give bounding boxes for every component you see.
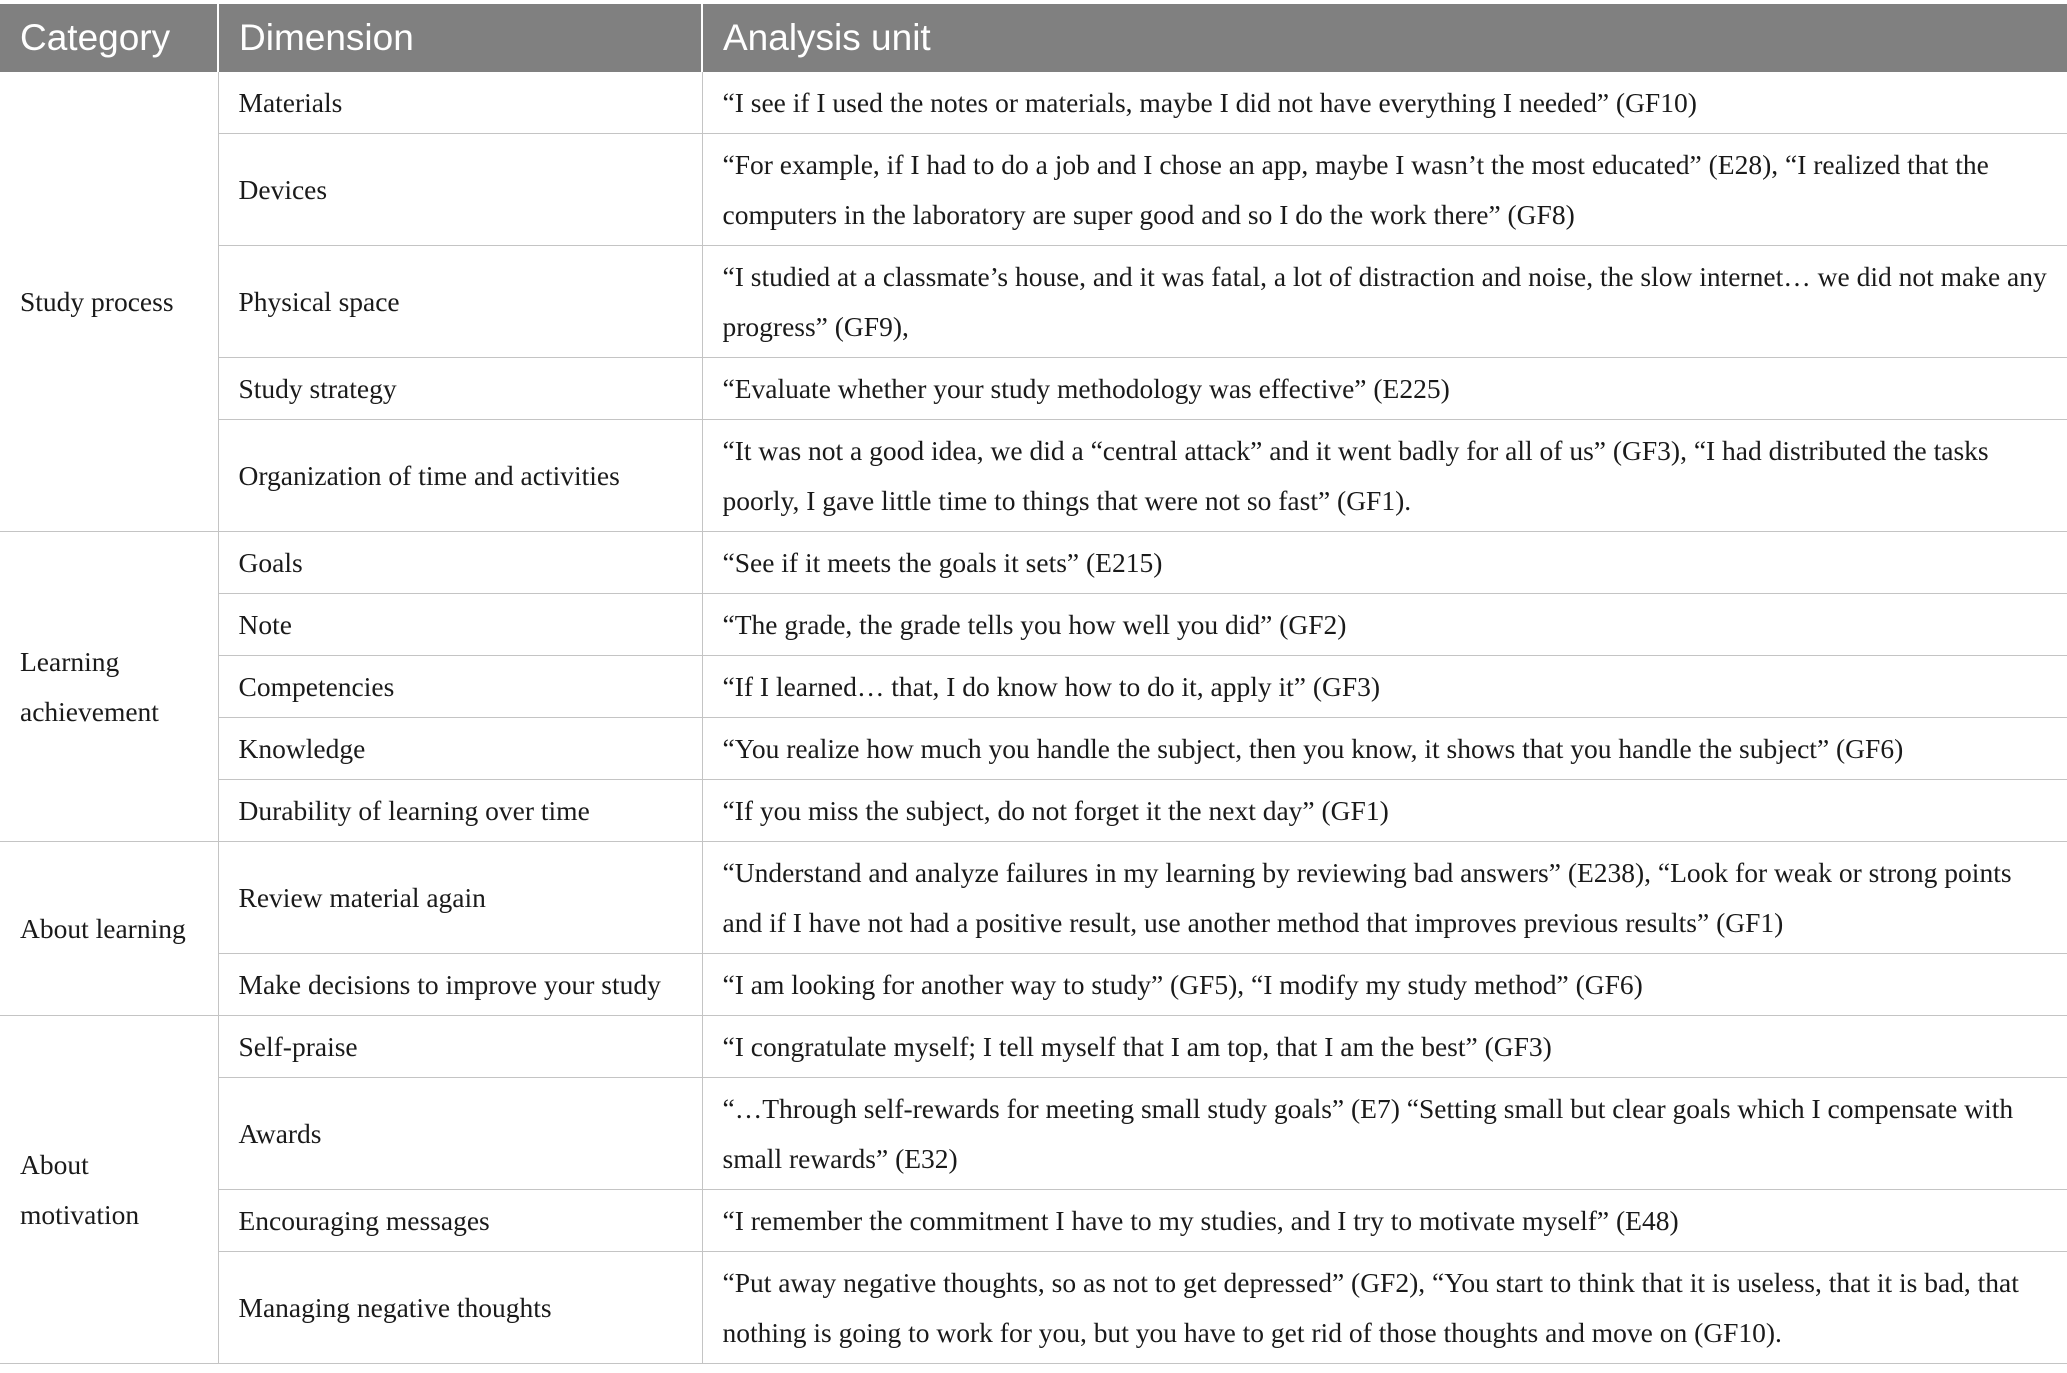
dimension-cell: Note [218, 594, 702, 656]
table-row [0, 246, 2067, 358]
header-analysis-unit: Analysis unit [702, 4, 2067, 72]
table-row [0, 1078, 2067, 1190]
header-dimension: Dimension [218, 4, 702, 72]
analysis-unit-cell: “I am looking for another way to study” (GF5), “I modify my study method” (GF6) [702, 954, 2067, 1016]
table-row [0, 842, 2067, 954]
dimension-cell: Durability of learning over time [218, 780, 702, 842]
analysis-unit-cell: “For example, if I had to do a job and I chose an app, maybe I wasn’t the most educated” (E28), “I realized that the computers in the laboratory are super good and so I do the work there” (GF8) [702, 134, 2067, 246]
dimension-cell: Physical space [218, 246, 702, 358]
table-row [0, 1252, 2067, 1364]
analysis-unit-cell: “Put away negative thoughts, so as not to get depressed” (GF2), “You start to think that it is useless, that it is bad, that nothing is going to work for you, but you have to get rid of those thoughts and move on (GF10). [702, 1252, 2067, 1364]
table-row [0, 656, 2067, 718]
table-row [0, 954, 2067, 1016]
table-row [0, 134, 2067, 246]
dimension-cell: Knowledge [218, 718, 702, 780]
table-header [0, 4, 2067, 72]
category-cell: About motivation [0, 1016, 218, 1364]
analysis-unit-cell: “The grade, the grade tells you how well you did” (GF2) [702, 594, 2067, 656]
dimension-cell: Make decisions to improve your study [218, 954, 702, 1016]
dimension-cell: Review material again [218, 842, 702, 954]
table-row [0, 594, 2067, 656]
table-row [0, 718, 2067, 780]
dimension-cell: Organization of time and activities [218, 420, 702, 532]
analysis-table [0, 4, 2067, 1364]
dimension-cell: Goals [218, 532, 702, 594]
table-row [0, 1016, 2067, 1078]
table-row [0, 358, 2067, 420]
category-cell: About learning [0, 842, 218, 1016]
analysis-unit-cell: “If I learned… that, I do know how to do it, apply it” (GF3) [702, 656, 2067, 718]
analysis-unit-cell: “If you miss the subject, do not forget it the next day” (GF1) [702, 780, 2067, 842]
dimension-cell: Competencies [218, 656, 702, 718]
dimension-cell: Self-praise [218, 1016, 702, 1078]
analysis-unit-cell: “I remember the commitment I have to my studies, and I try to motivate myself” (E48) [702, 1190, 2067, 1252]
analysis-unit-cell: “I see if I used the notes or materials, maybe I did not have everything I needed” (GF10) [702, 72, 2067, 134]
category-cell: Learning achievement [0, 532, 218, 842]
analysis-unit-cell: “I congratulate myself; I tell myself that I am top, that I am the best” (GF3) [702, 1016, 2067, 1078]
header-row [0, 4, 2067, 72]
table-row [0, 1190, 2067, 1252]
table-row [0, 420, 2067, 532]
dimension-cell: Encouraging messages [218, 1190, 702, 1252]
dimension-cell: Managing negative thoughts [218, 1252, 702, 1364]
dimension-cell: Devices [218, 134, 702, 246]
table-row [0, 780, 2067, 842]
header-category: Category [0, 4, 218, 72]
analysis-unit-cell: “I studied at a classmate’s house, and it was fatal, a lot of distraction and noise, the slow internet… we did not make any progress” (GF9), [702, 246, 2067, 358]
table-body [0, 72, 2067, 1364]
analysis-unit-cell: “It was not a good idea, we did a “central attack” and it went badly for all of us” (GF3), “I had distributed the tasks poorly, I gave little time to things that were not so fast” (GF1). [702, 420, 2067, 532]
dimension-cell: Awards [218, 1078, 702, 1190]
analysis-unit-cell: “See if it meets the goals it sets” (E215) [702, 532, 2067, 594]
analysis-unit-cell: “Understand and analyze failures in my learning by reviewing bad answers” (E238), “Look for weak or strong points and if I have not had a positive result, use another method that improves previous results” (GF1) [702, 842, 2067, 954]
category-cell: Study process [0, 72, 218, 532]
table-row [0, 72, 2067, 134]
dimension-cell: Study strategy [218, 358, 702, 420]
analysis-unit-cell: “Evaluate whether your study methodology was effective” (E225) [702, 358, 2067, 420]
analysis-unit-cell: “…Through self-rewards for meeting small study goals” (E7) “Setting small but clear goals which I compensate with small rewards” (E32) [702, 1078, 2067, 1190]
table-row [0, 532, 2067, 594]
dimension-cell: Materials [218, 72, 702, 134]
analysis-unit-cell: “You realize how much you handle the subject, then you know, it shows that you handle the subject” (GF6) [702, 718, 2067, 780]
